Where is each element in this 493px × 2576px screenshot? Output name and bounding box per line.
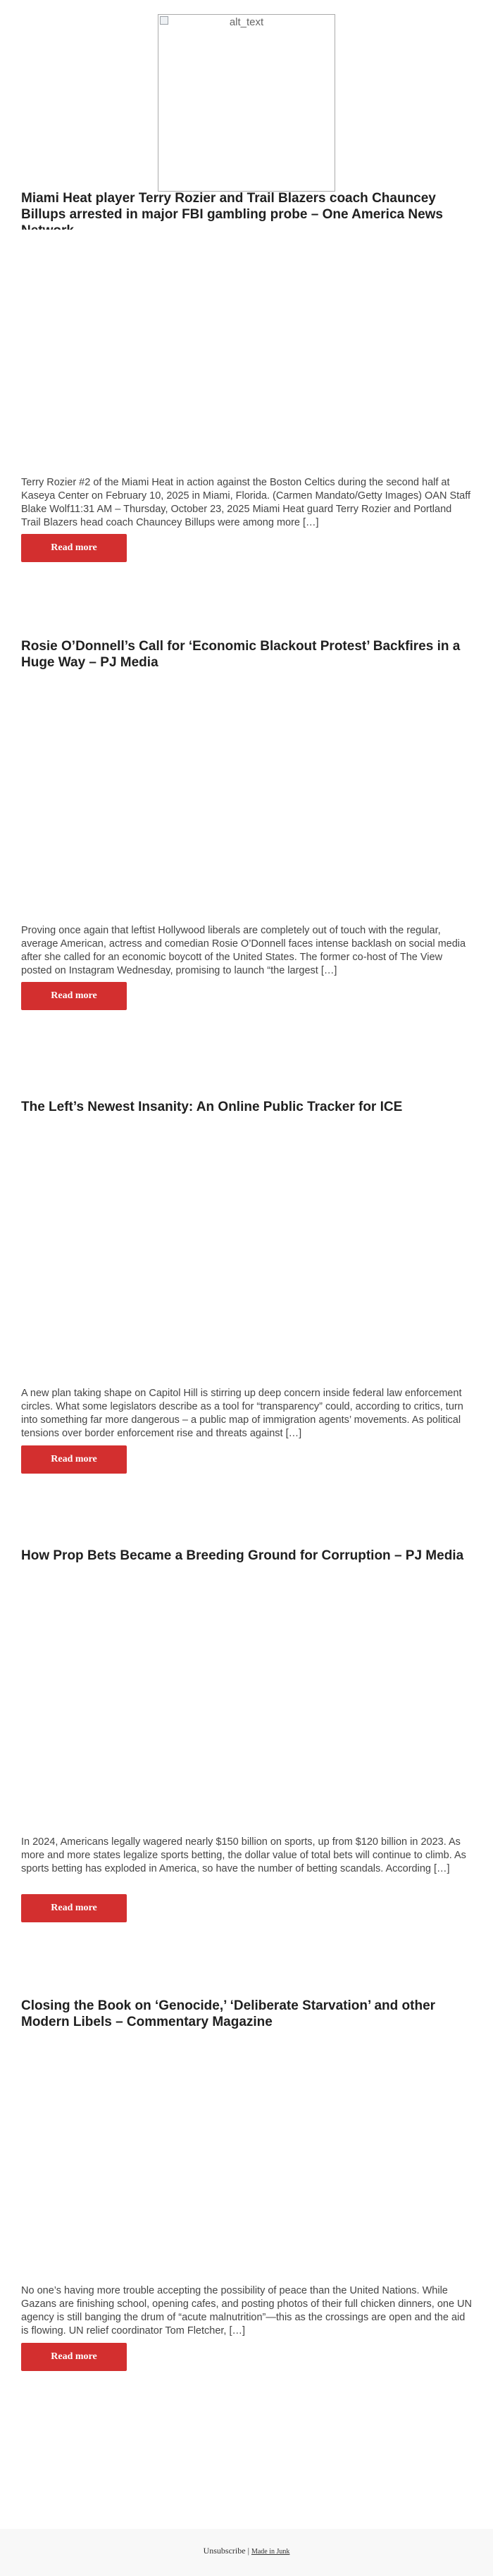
article-image — [21, 678, 472, 910]
article-image — [21, 2037, 472, 2270]
read-more-button[interactable]: Read more — [21, 982, 127, 1010]
article-image — [21, 230, 472, 462]
article-excerpt: Proving once again that leftist Hollywood liberals are completely out of touch with the regular, average American, actress and comedian Rosie O’Donnell faces intense backlash on social media after she called for an economic boycott of the United States. The former co-host of The View posted on Instagram Wednesday, promising to launch “the largest […] — [21, 925, 466, 976]
article-excerpt: In 2024, Americans legally wagered nearly $150 billion on sports, up from $120 billion in 2023. As more and more states legalize sports betting, the dollar value of total bets will continue to climb. As sports betting has exploded in America, so have the number of betting scandals. According […] — [21, 1836, 466, 1874]
article-card — [21, 190, 472, 571]
article-title[interactable]: Miami Heat player Terry Rozier and Trail Blazers coach Chauncey Billups arrested in major FBI gambling probe – One America News — [21, 191, 444, 222]
article-image — [21, 1121, 472, 1375]
article-excerpt: Terry Rozier #2 of the Miami Heat in action against the Boston Celtics during the second half at Kaseya Center on February 10, 2025 in Miami, Florida. (Carmen Mandato/Getty Images) OAN Staff Blake Wolf11:31 AM – Thursday, October 23, 2025 Miami Heat guard Terry Rozier and Portland Trail Blazers head coach Chauncey Billups were among more […] — [21, 477, 471, 528]
article-image — [21, 1570, 472, 1824]
logo-image — [158, 14, 335, 192]
article-excerpt: A new plan taking shape on Capitol Hill is stirring up deep concern inside federal law enforcement circles. What some legislators describe as a tool for “transparency” could, according to critics, turn into something far more dangerous – a public map of immigration agents’ movements. As political tensions over border enforcement rise and threats against […] — [21, 1388, 463, 1439]
made-in-link[interactable]: Made in Junk — [251, 2548, 290, 2556]
article-title[interactable]: The Left’s Newest Insanity: An Online Public Tracker for ICE — [21, 1100, 403, 1114]
logo-alt-text: alt_text — [229, 16, 264, 28]
unsubscribe-link[interactable]: Unsubscribe — [203, 2546, 246, 2556]
article-title[interactable]: Rosie O’Donnell’s Call for ‘Economic Blackout Protest’ Backfires in a Huge Way – PJ Media — [21, 639, 461, 670]
article-card — [21, 1548, 472, 1928]
footer — [0, 2529, 493, 2576]
read-more-button[interactable]: Read more — [21, 534, 127, 562]
article-card — [21, 638, 472, 1019]
article-title[interactable]: Closing the Book on ‘Genocide,’ ‘Deliberate Starvation’ and other Modern Libels – Commentary Magazine — [21, 1998, 436, 2029]
article-card — [21, 1099, 472, 1479]
article-excerpt: No one’s having more trouble accepting the possibility of peace than the United Nations. While Gazans are finishing school, opening cafes, and posting photos of their full chicken dinners, one UN agency is still banging the drum of “acute malnutrition”—this as the crossings are open and the aid is flowing. UN relief coordinator Tom Fletcher, […] — [21, 2285, 472, 2337]
footer-separator: | — [247, 2546, 249, 2556]
read-more-button[interactable]: Read more — [21, 2343, 127, 2371]
article-title[interactable]: How Prop Bets Became a Breeding Ground for Corruption – PJ Media — [21, 1548, 464, 1563]
read-more-button[interactable]: Read more — [21, 1445, 127, 1474]
article-card — [21, 1998, 472, 2378]
read-more-button[interactable]: Read more — [21, 1894, 127, 1922]
footer-links — [0, 2546, 493, 2556]
